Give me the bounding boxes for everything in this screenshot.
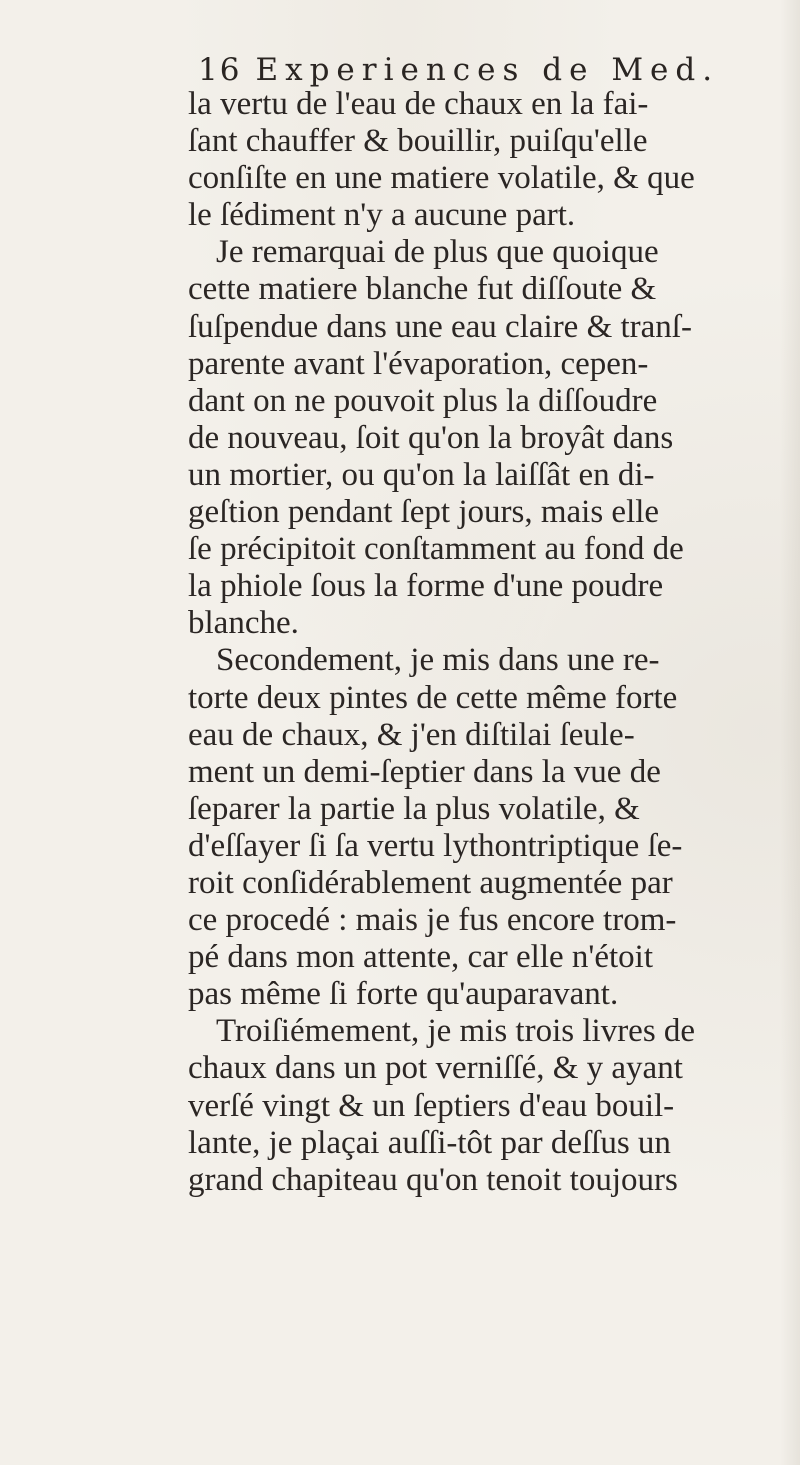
text-line: verſé vingt & un ſeptiers d'eau bouil- bbox=[188, 1087, 675, 1124]
text-line: ment un demi-ſeptier dans la vue de bbox=[188, 753, 661, 790]
paragraph-first-line: Troiſiémement, je mis trois livres de bbox=[216, 1013, 696, 1050]
page-number: 16 bbox=[198, 52, 242, 88]
text-line: de nouveau, ſoit qu'on la broyât dans bbox=[188, 419, 674, 456]
text-line: cette matiere blanche fut diſſoute & bbox=[188, 271, 657, 308]
text-line: chaux dans un pot verniſſé, & y ayant bbox=[188, 1050, 683, 1087]
text-line: conſiſte en une matiere volatile, & que bbox=[188, 160, 695, 197]
text-line: lante, je plaçai auſſi-tôt par deſſus un bbox=[188, 1124, 671, 1161]
text-line: torte deux pintes de cette même forte bbox=[188, 679, 678, 716]
text-line: pé dans mon attente, car elle n'étoit bbox=[188, 939, 654, 976]
text-line: eau de chaux, & j'en diſtilai ſeule- bbox=[188, 716, 635, 753]
text-line: la vertu de l'eau de chaux en la fai- bbox=[188, 86, 649, 122]
text-line: la phiole ſous la forme d'une poudre bbox=[188, 568, 664, 605]
text-line: dant on ne pouvoit plus la diſſoudre bbox=[188, 382, 658, 419]
paragraph-first-line: Je remarquai de plus que quoique bbox=[216, 234, 659, 271]
text-line: ce procedé : mais je fus encore trom- bbox=[188, 902, 677, 939]
text-line: ſuſpendue dans une eau claire & tranſ- bbox=[188, 308, 692, 345]
text-line: grand chapiteau qu'on tenoit toujours bbox=[188, 1161, 678, 1198]
text-line: roit conſidérablement augmentée par bbox=[188, 864, 673, 901]
text-line: le ſédiment n'y a aucune part. bbox=[188, 197, 576, 234]
text-line: ſe précipitoit conſtamment au fond de bbox=[188, 531, 684, 568]
text-line: un mortier, ou qu'on la laiſſât en di- bbox=[188, 456, 655, 493]
paragraph-first-line: Secondement, je mis dans une re- bbox=[216, 642, 660, 679]
text-line: parente avant l'évaporation, cepen- bbox=[188, 345, 649, 382]
body-text bbox=[188, 86, 788, 1199]
page-header bbox=[198, 52, 718, 88]
text-line: d'eſſayer ſi ſa vertu lythontriptique ſe- bbox=[188, 827, 683, 864]
text-line: pas même ſi forte qu'auparavant. bbox=[188, 976, 619, 1013]
running-title: Experiences de Med. bbox=[255, 52, 720, 88]
text-line: ſant chauffer & bouillir, puiſqu'elle bbox=[188, 123, 648, 160]
text-line: ſeparer la partie la plus volatile, & bbox=[188, 790, 640, 827]
text-line: geſtion pendant ſept jours, mais elle bbox=[188, 494, 660, 531]
text-line: blanche. bbox=[188, 605, 299, 642]
